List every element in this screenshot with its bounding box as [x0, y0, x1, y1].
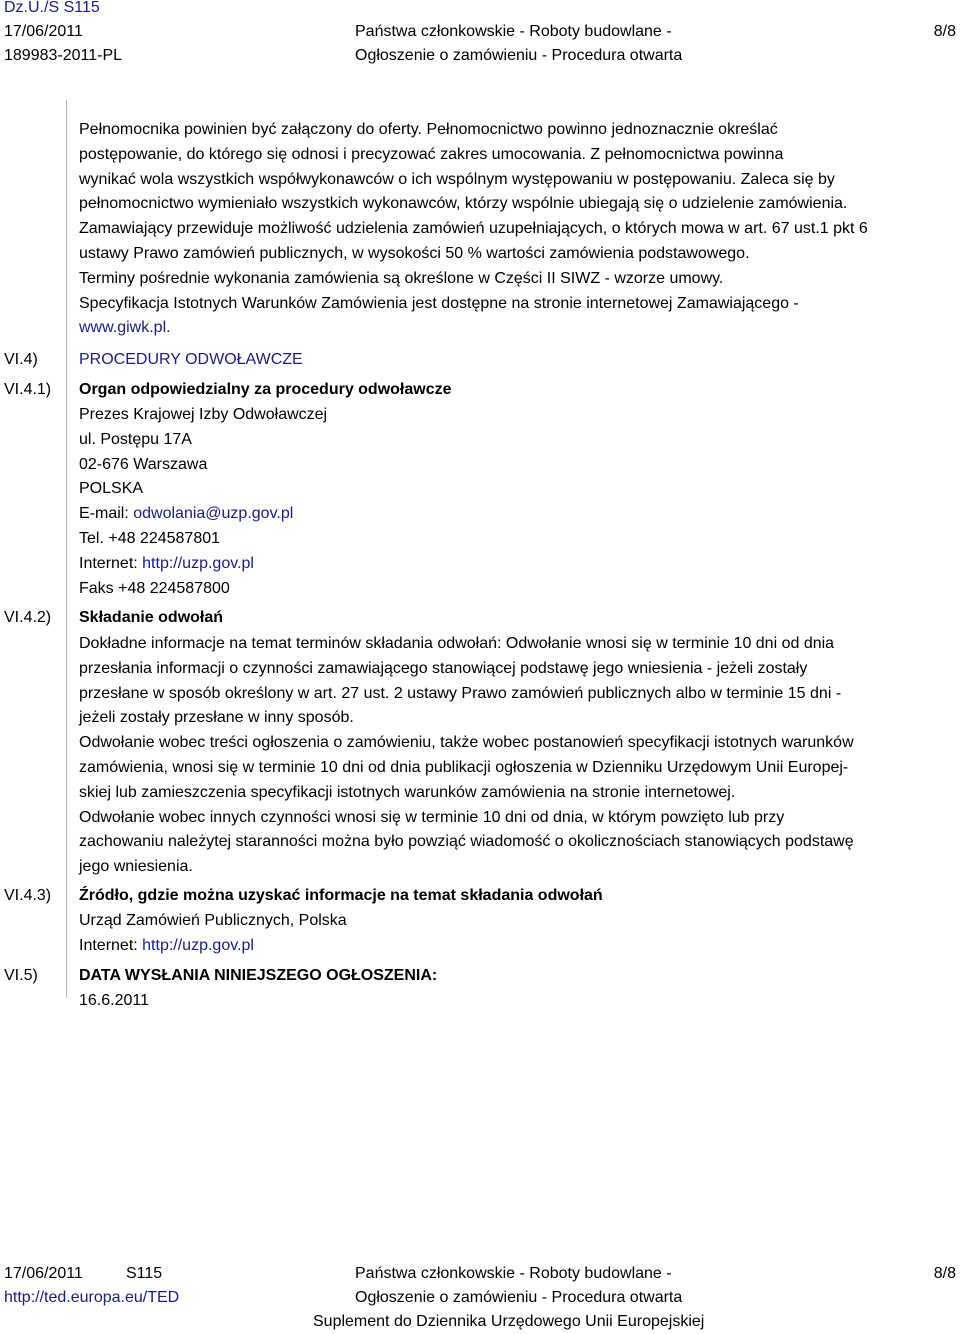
text-line: Dokładne informacje na temat terminów składania odwołań: Odwołanie wnosi się w terminie 10 dni od dnia [79, 635, 835, 652]
siwz-link[interactable]: www.giwk.pl. [79, 319, 171, 337]
text-line: skiej lub zamieszczenia specyfikacji istotnych warunków zamówienia na stronie internetowej. [79, 783, 736, 801]
section-number-vi5: VI.5) [4, 967, 38, 984]
section-title-vi43: Źródło, gdzie można uzyskać informacje na temat składania odwołań [79, 887, 603, 904]
section-title-vi4: PROCEDURY ODWOŁAWCZE [79, 351, 303, 368]
organ-email-link[interactable]: odwolania@uzp.gov.pl [133, 505, 294, 523]
footer-date: 17/06/2011 [4, 1265, 83, 1282]
organ-street: ul. Postępu 17A [79, 430, 192, 448]
text-line: Odwołanie wobec innych czynności wnosi się w terminie 10 dni od dnia, w którym powzięto lub przy [79, 808, 785, 826]
footer-title-line1: Państwa członkowskie - Roboty budowlane - [355, 1265, 672, 1282]
dispatch-date: 16.6.2011 [79, 992, 149, 1009]
text-line: wynikać wola wszystkich współwykonawców o ich wspólnym występowaniu w postępowaniu. Zaleca się by [79, 170, 835, 188]
organ-city: 02-676 Warszawa [79, 455, 208, 473]
text-line: Odwołanie wobec treści ogłoszenia o zamówieniu, także wobec postanowień specyfikacji istotnych warunków [79, 734, 854, 752]
text-line: przesłania informacji o czynności zamawiającego stanowiącej podstawę jego wniesienia - jeżeli zostały [79, 659, 808, 677]
text-line: zamówienia, wnosi się w terminie 10 dni od dnia publikacji ogłoszenia w Dzienniku Urzędowym Unii Europej- [79, 758, 849, 776]
section-number-vi41: VI.4.1) [4, 381, 52, 398]
organ-country: POLSKA [79, 480, 144, 498]
source-internet-link[interactable]: http://uzp.gov.pl [142, 936, 254, 954]
section-number-vi4: VI.4) [4, 351, 38, 368]
organ-email-row [79, 502, 941, 527]
source-info [79, 909, 941, 959]
text-line: Zamawiający przewiduje możliwość udzielenia zamówień uzupełniających, o których mowa w art. 67 ust.1 pkt 6 [79, 220, 868, 238]
organ-address [79, 403, 941, 601]
text-line: zachowaniu należytej staranności można było powziąć wiadomość o okolicznościach stanowiących podstawę [79, 833, 854, 851]
journal-ref: Dz.U./S S115 [4, 0, 100, 16]
header-title-line2: Ogłoszenie o zamówieniu - Procedura otwarta [355, 47, 683, 64]
text-line: pełnomocnictwo wymieniało wszystkich wykonawców, którzy wspólnie ubiegają się o udzielenie zamówienia. [79, 195, 848, 213]
header-page-number: 8/8 [933, 23, 956, 40]
header-date: 17/06/2011 [4, 23, 83, 40]
text-line: Specyfikacja Istotnych Warunków Zamówienia jest dostępne na stronie internetowej Zamawiającego - [79, 294, 799, 312]
footer-page-number: 8/8 [933, 1265, 956, 1282]
organ-fax: Faks +48 224587800 [79, 579, 230, 597]
footer-title-line3: Suplement do Dziennika Urzędowego Unii Europejskiej [313, 1313, 705, 1330]
text-line: jeżeli zostały przesłane w inny sposób. [79, 709, 354, 727]
header-notice-number: 189983-2011-PL [4, 47, 123, 64]
section-title-vi41: Organ odpowiedzialny za procedury odwoławcze [79, 381, 452, 398]
header-title-line1: Państwa członkowskie - Roboty budowlane - [355, 23, 672, 40]
text-line: Terminy pośrednie wykonania zamówienia są określone w Części II SIWZ - wzorze umowy. [79, 269, 724, 287]
text-line: jego wniesienia. [79, 858, 193, 876]
section-title-vi42: Składanie odwołań [79, 609, 224, 626]
appeals-paragraph [79, 632, 941, 880]
section-number-vi42: VI.4.2) [4, 609, 52, 626]
internet-label: Internet: [79, 554, 143, 572]
section-title-vi5: DATA WYSŁANIA NINIEJSZEGO OGŁOSZENIA: [79, 967, 438, 984]
internet-label: Internet: [79, 936, 143, 954]
email-label: E-mail: [79, 505, 134, 523]
source-internet-row [79, 934, 941, 959]
footer-ted-link[interactable]: http://ted.europa.eu/TED [4, 1289, 180, 1306]
text-line: Pełnomocnika powinien być załączony do oferty. Pełnomocnictwo powinno jednoznacznie określać [79, 121, 778, 138]
organ-name: Prezes Krajowej Izby Odwoławczej [79, 406, 328, 423]
section-number-vi43: VI.4.3) [4, 887, 52, 904]
organ-internet-row [79, 552, 941, 577]
left-column-divider [66, 100, 67, 998]
text-line: postępowanie, do którego się odnosi i precyzować zakres umocowania. Z pełnomocnictwa powinna [79, 145, 784, 163]
intro-paragraph [79, 118, 941, 341]
footer-series: S115 [126, 1265, 163, 1282]
source-name: Urząd Zamówień Publicznych, Polska [79, 912, 347, 929]
organ-internet-link[interactable]: http://uzp.gov.pl [142, 554, 254, 572]
organ-phone: Tel. +48 224587801 [79, 529, 221, 547]
text-line: przesłane w sposób określony w art. 27 ust. 2 ustawy Prawo zamówień publicznych albo w terminie 15 dni - [79, 684, 842, 702]
footer-title-line2: Ogłoszenie o zamówieniu - Procedura otwarta [355, 1289, 683, 1306]
text-line: ustawy Prawo zamówień publicznych, w wysokości 50 % wartości zamówienia podstawowego. [79, 244, 750, 262]
